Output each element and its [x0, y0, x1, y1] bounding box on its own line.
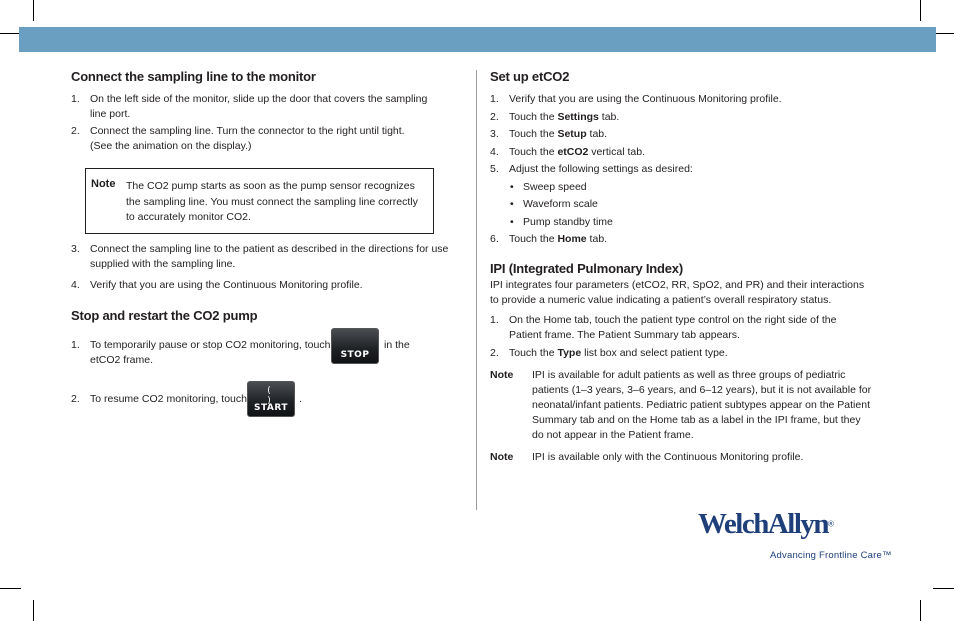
- bullet-item: • Pump standby time: [490, 215, 875, 230]
- crop-mark: [933, 588, 954, 589]
- settings-bullets: [490, 180, 875, 230]
- list-item: 4. Touch the etCO2 vertical tab.: [490, 145, 645, 158]
- list-item: 3. Touch the Setup tab.: [490, 128, 608, 140]
- note-box: [85, 168, 434, 234]
- section-title-stop-restart: Stop and restart the CO2 pump: [71, 308, 258, 323]
- list-item: 1. On the Home tab, touch the patient type control on the right side of the Patient frame. The Patient Summary tab appears.: [490, 314, 837, 341]
- list-item: 2. Touch the Settings tab.: [490, 110, 620, 123]
- crop-mark: [0, 588, 21, 589]
- list-item-text: .: [299, 393, 302, 405]
- start-button[interactable]: ( ) START: [247, 381, 295, 417]
- section-title-connect: Connect the sampling line to the monitor: [71, 69, 316, 84]
- stop-icon: STOP: [340, 350, 370, 360]
- list-item: 3. Connect the sampling line to the patient as described in the directions for use supplied with the sampling line.: [71, 243, 449, 270]
- connect-steps: [71, 92, 449, 154]
- list-item: 2. Connect the sampling line. Turn the connector to the right until tight. (See the animation on the display.): [71, 125, 405, 152]
- right-column: [490, 68, 875, 465]
- note-label: Note: [490, 369, 514, 381]
- list-item-text: etCO2 frame.: [90, 354, 154, 366]
- note-label: Note: [91, 178, 116, 190]
- crop-mark: [33, 600, 34, 621]
- list-item: 1. Verify that you are using the Continuous Monitoring profile.: [490, 93, 782, 105]
- section-title-ipi: IPI (Integrated Pulmonary Index): [490, 261, 683, 276]
- crop-mark: [920, 600, 921, 621]
- column-divider: [476, 70, 477, 510]
- ipi-intro: IPI integrates four parameters (etCO2, RR, SpO2, and PR) and their interactions to provide a numeric value indicating a patient’s overall respiratory status.: [490, 279, 865, 306]
- list-item-text: To temporarily pause or stop CO2 monitoring, touch: [90, 339, 331, 351]
- note-text: IPI is available for adult patients as well as three groups of pediatric patients (1–3 years, 3–6 years, and 6–12 years), but it is not available for neonatal/infant patients. Pediatric patient subtypes appear on the Patient Summary tab and on the Home tab as a label in the IPI frame, but they do not appear in the Patient frame.: [532, 369, 872, 441]
- logo-tagline: Advancing Frontline Care™: [770, 550, 892, 561]
- list-item: 6. Touch the Home tab.: [490, 233, 608, 245]
- setup-steps: [490, 92, 875, 247]
- header-banner: [19, 27, 936, 52]
- list-item-text: in the: [384, 339, 410, 351]
- list-item-text: To resume CO2 monitoring, touch: [90, 393, 247, 405]
- crop-mark: [933, 33, 954, 34]
- note-text: IPI is available only with the Continuous Monitoring profile.: [532, 451, 804, 463]
- start-icon: ( ): [267, 386, 289, 406]
- welch-allyn-logo: [698, 508, 834, 540]
- list-item: 1.: [71, 339, 80, 351]
- logo-wordmark: WelchAllyn: [698, 508, 829, 540]
- note-text: The CO2 pump starts as soon as the pump sensor recognizes the sampling line. You must connect the sampling line correctly to accurately monitor CO2.: [126, 180, 418, 223]
- list-item: 1. On the left side of the monitor, slide up the door that covers the sampling line port.: [71, 93, 428, 120]
- left-column: [71, 68, 449, 154]
- ipi-note-1: [490, 368, 875, 443]
- list-item: 2.: [71, 393, 80, 405]
- connect-steps-continued: [71, 242, 449, 293]
- list-item: 5. Adjust the following settings as desired:: [490, 163, 693, 175]
- crop-mark: [920, 0, 921, 21]
- bullet-item: • Waveform scale: [490, 197, 875, 212]
- list-item: 4. Verify that you are using the Continuous Monitoring profile.: [71, 279, 363, 291]
- list-item: 2. Touch the Type list box and select patient type.: [490, 347, 728, 359]
- logo-registered-mark: ®: [828, 519, 834, 529]
- crop-mark: [0, 33, 21, 34]
- crop-mark: [33, 0, 34, 21]
- section-title-setup: Set up etCO2: [490, 69, 570, 84]
- note-label: Note: [490, 451, 514, 463]
- ipi-steps: [490, 313, 875, 361]
- stop-button[interactable]: [331, 328, 379, 364]
- ipi-note-2: [490, 450, 875, 465]
- bullet-item: • Sweep speed: [490, 180, 875, 195]
